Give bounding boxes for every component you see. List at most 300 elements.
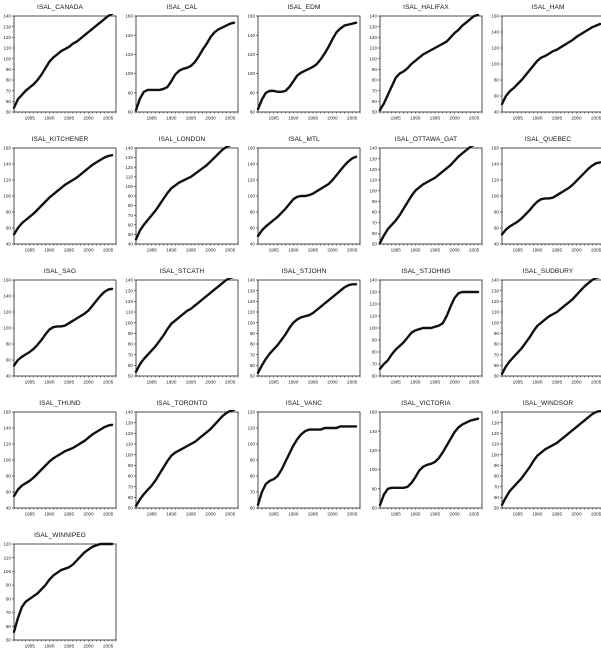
y-tick-label: 120	[369, 301, 377, 307]
x-tick-label: 2000	[449, 115, 460, 121]
chart-title: ISAL_HAM	[531, 4, 565, 11]
x-tick-label: 2005	[469, 511, 480, 517]
plot-frame	[136, 412, 238, 508]
chart-title: ISAL_MTL	[288, 136, 320, 143]
y-tick-label: 120	[125, 52, 133, 57]
y-tick-label: 50	[5, 109, 11, 115]
x-tick-label: 1985	[24, 247, 35, 253]
chart-panel	[488, 396, 601, 524]
y-tick-label: 140	[369, 428, 377, 434]
plot-frame	[258, 280, 360, 376]
chart-title: ISAL_WINDSOR	[522, 400, 574, 407]
y-tick-label: 70	[127, 484, 133, 490]
series-line	[258, 284, 356, 373]
y-tick-label: 120	[491, 430, 499, 436]
y-tick-label: 140	[369, 14, 377, 19]
y-tick-label: 140	[125, 146, 133, 151]
line-chart	[244, 278, 364, 388]
line-chart	[122, 410, 242, 520]
y-tick-label: 120	[3, 542, 11, 547]
x-tick-label: 2005	[225, 511, 236, 517]
x-tick-label: 1990	[166, 247, 177, 253]
x-tick-label: 2005	[103, 511, 114, 517]
x-tick-label: 1995	[551, 379, 563, 385]
series-line	[136, 23, 234, 110]
chart-panel	[122, 264, 242, 392]
chart-panel	[0, 528, 120, 656]
chart-title: ISAL_EDM	[287, 4, 321, 11]
x-tick-label: 2005	[103, 247, 114, 253]
chart-panel	[244, 396, 364, 524]
x-tick-label: 1995	[185, 247, 197, 253]
x-tick-label: 1985	[24, 379, 35, 385]
chart-title: ISAL_CANADA	[37, 4, 83, 11]
plot-frame	[258, 16, 360, 112]
series-line	[380, 146, 478, 243]
y-tick-label: 120	[3, 177, 11, 183]
y-tick-label: 60	[371, 373, 377, 379]
x-tick-label: 1990	[44, 643, 55, 649]
x-tick-label: 2000	[205, 379, 216, 385]
y-tick-label: 70	[493, 352, 499, 358]
x-tick-label: 1990	[44, 379, 55, 385]
line-chart	[0, 410, 120, 520]
x-tick-label: 1990	[532, 511, 543, 517]
y-tick-label: 120	[247, 177, 255, 183]
line-chart	[488, 278, 601, 388]
y-tick-label: 70	[249, 489, 255, 495]
x-tick-label: 2000	[449, 247, 460, 253]
series-line	[14, 544, 112, 632]
chart-title: ISAL_WINNIPEG	[34, 532, 86, 539]
x-tick-label: 2000	[205, 511, 216, 517]
line-chart	[488, 146, 601, 256]
y-tick-label: 90	[371, 66, 377, 72]
x-tick-label: 1985	[268, 247, 279, 253]
y-tick-label: 130	[369, 289, 377, 295]
line-chart	[366, 146, 486, 256]
y-tick-label: 140	[247, 161, 255, 167]
x-tick-label: 1995	[307, 115, 319, 121]
x-tick-label: 1985	[268, 115, 279, 121]
line-chart	[122, 278, 242, 388]
chart-title: ISAL_STJOHNS	[401, 268, 451, 275]
y-tick-label: 90	[127, 330, 133, 336]
y-tick-label: 60	[493, 93, 499, 99]
y-tick-label: 80	[493, 77, 499, 83]
y-tick-label: 80	[249, 341, 255, 347]
y-tick-label: 140	[3, 425, 11, 431]
y-tick-label: 100	[125, 320, 133, 326]
chart-title: ISAL_LONDON	[158, 136, 206, 143]
x-tick-label: 1995	[429, 115, 441, 121]
y-tick-label: 140	[125, 410, 133, 415]
y-tick-label: 120	[247, 298, 255, 304]
y-tick-label: 100	[247, 71, 255, 77]
x-tick-label: 1990	[166, 511, 177, 517]
y-tick-label: 130	[369, 156, 377, 162]
y-tick-label: 90	[493, 462, 499, 468]
series-line	[14, 425, 112, 496]
y-tick-label: 140	[3, 293, 11, 299]
x-tick-label: 1995	[429, 511, 441, 517]
y-tick-label: 100	[3, 457, 11, 463]
x-tick-label: 1990	[44, 115, 55, 121]
series-line	[136, 146, 234, 239]
series-line	[14, 155, 112, 234]
x-tick-label: 2000	[83, 247, 94, 253]
x-tick-label: 1995	[429, 247, 441, 253]
x-tick-label: 1990	[288, 511, 299, 517]
y-tick-label: 100	[3, 56, 11, 62]
y-tick-label: 50	[371, 241, 377, 247]
plot-frame	[380, 148, 482, 244]
x-tick-label: 2000	[83, 379, 94, 385]
x-tick-label: 1990	[44, 247, 55, 253]
y-tick-label: 100	[491, 61, 499, 67]
y-tick-label: 120	[369, 448, 377, 453]
y-tick-label: 160	[247, 146, 255, 151]
y-tick-label: 140	[491, 29, 499, 35]
x-tick-label: 1985	[512, 379, 523, 385]
series-line	[258, 157, 356, 236]
series-line	[502, 162, 600, 234]
y-tick-label: 140	[491, 410, 499, 415]
series-line	[380, 292, 478, 369]
y-tick-label: 50	[493, 505, 499, 511]
y-tick-label: 160	[369, 410, 377, 415]
y-tick-label: 50	[249, 373, 255, 379]
y-tick-label: 130	[125, 420, 133, 426]
plot-frame	[502, 280, 601, 376]
y-tick-label: 100	[125, 452, 133, 458]
x-tick-label: 1990	[410, 247, 421, 253]
y-tick-label: 100	[247, 441, 255, 447]
chart-panel	[488, 132, 601, 260]
line-chart	[0, 146, 120, 256]
chart-panel	[0, 132, 120, 260]
x-tick-label: 1985	[390, 379, 401, 385]
chart-panel	[0, 396, 120, 524]
y-tick-label: 60	[5, 98, 11, 104]
y-tick-label: 110	[491, 441, 499, 447]
x-tick-label: 2000	[571, 115, 582, 121]
y-tick-label: 60	[493, 494, 499, 500]
y-tick-label: 110	[125, 309, 133, 315]
y-tick-label: 140	[125, 32, 133, 38]
y-tick-label: 130	[247, 288, 255, 294]
x-tick-label: 1995	[551, 115, 563, 121]
x-tick-label: 1985	[512, 511, 523, 517]
x-tick-label: 2005	[469, 379, 480, 385]
x-tick-label: 2005	[591, 511, 601, 517]
y-tick-label: 40	[249, 241, 255, 247]
chart-title: ISAL_CAL	[166, 4, 198, 11]
series-line	[136, 278, 234, 372]
chart-panel	[488, 264, 601, 392]
y-tick-label: 70	[493, 484, 499, 490]
y-tick-label: 60	[249, 109, 255, 115]
y-tick-label: 120	[3, 34, 11, 40]
y-tick-label: 90	[371, 337, 377, 343]
y-tick-label: 120	[125, 164, 133, 170]
y-tick-label: 160	[125, 14, 133, 19]
y-tick-label: 110	[369, 45, 377, 51]
x-tick-label: 1995	[307, 511, 319, 517]
y-tick-label: 100	[125, 71, 133, 77]
line-chart	[366, 410, 486, 520]
y-tick-label: 120	[369, 34, 377, 40]
x-tick-label: 2000	[205, 247, 216, 253]
y-tick-label: 100	[3, 193, 11, 199]
x-tick-label: 1990	[44, 511, 55, 517]
x-tick-label: 1990	[410, 115, 421, 121]
chart-panel	[122, 396, 242, 524]
x-tick-label: 1985	[146, 115, 157, 121]
x-tick-label: 1990	[288, 247, 299, 253]
x-tick-label: 2005	[225, 115, 236, 121]
y-tick-label: 110	[125, 174, 133, 180]
x-tick-label: 1995	[185, 115, 197, 121]
chart-panel	[0, 264, 120, 392]
line-chart	[0, 542, 120, 652]
y-tick-label: 40	[5, 373, 11, 379]
x-tick-label: 2005	[103, 379, 114, 385]
x-tick-label: 2000	[449, 511, 460, 517]
x-tick-label: 2000	[327, 115, 338, 121]
series-line	[380, 419, 478, 505]
chart-panel	[366, 396, 486, 524]
line-chart	[244, 146, 364, 256]
series-line	[258, 426, 356, 504]
y-tick-label: 90	[5, 582, 11, 588]
y-tick-label: 90	[249, 457, 255, 463]
y-tick-label: 80	[5, 77, 11, 83]
y-tick-label: 140	[491, 278, 499, 283]
y-tick-label: 110	[369, 177, 377, 183]
chart-title: ISAL_QUEBEC	[524, 136, 572, 143]
x-tick-label: 1985	[24, 115, 35, 121]
chart-title: ISAL_SUDBURY	[522, 268, 574, 275]
y-tick-label: 120	[491, 298, 499, 304]
y-tick-label: 80	[5, 341, 11, 347]
y-tick-label: 130	[491, 288, 499, 294]
plot-frame	[136, 148, 238, 244]
y-tick-label: 100	[369, 188, 377, 194]
y-tick-label: 80	[371, 349, 377, 355]
chart-panel	[366, 264, 486, 392]
y-tick-label: 160	[3, 278, 11, 283]
y-tick-label: 40	[493, 109, 499, 115]
x-tick-label: 2005	[347, 511, 358, 517]
plot-frame	[502, 148, 601, 244]
y-tick-label: 60	[5, 357, 11, 363]
x-tick-label: 1990	[532, 247, 543, 253]
y-tick-label: 80	[5, 209, 11, 215]
y-tick-label: 120	[369, 166, 377, 172]
x-tick-label: 1990	[288, 115, 299, 121]
line-chart	[0, 278, 120, 388]
chart-title: ISAL_STJOHN	[281, 268, 327, 275]
y-tick-label: 160	[491, 146, 499, 151]
y-tick-label: 90	[127, 193, 133, 199]
y-tick-label: 80	[127, 341, 133, 347]
x-tick-label: 2005	[469, 247, 480, 253]
y-tick-label: 130	[491, 420, 499, 426]
y-tick-label: 120	[3, 309, 11, 315]
y-tick-label: 50	[127, 505, 133, 511]
x-tick-label: 1990	[410, 379, 421, 385]
x-tick-label: 1995	[63, 247, 75, 253]
x-tick-label: 1990	[532, 379, 543, 385]
x-tick-label: 2000	[327, 379, 338, 385]
y-tick-label: 70	[127, 352, 133, 358]
x-tick-label: 2000	[327, 247, 338, 253]
y-tick-label: 120	[247, 410, 255, 415]
plot-frame	[380, 412, 482, 508]
y-tick-label: 80	[249, 473, 255, 479]
chart-panel	[244, 132, 364, 260]
x-tick-label: 1990	[166, 379, 177, 385]
chart-panel	[122, 132, 242, 260]
y-tick-label: 50	[127, 373, 133, 379]
y-tick-label: 120	[491, 45, 499, 51]
line-chart	[488, 410, 601, 520]
x-tick-label: 1990	[410, 511, 421, 517]
chart-panel	[244, 264, 364, 392]
y-tick-label: 80	[371, 77, 377, 83]
x-tick-label: 2000	[205, 115, 216, 121]
y-tick-label: 70	[371, 361, 377, 367]
line-chart	[244, 410, 364, 520]
y-tick-label: 80	[493, 473, 499, 479]
y-tick-label: 140	[491, 161, 499, 167]
y-tick-label: 60	[127, 494, 133, 500]
plot-frame	[136, 280, 238, 376]
y-tick-label: 100	[3, 569, 11, 575]
chart-title: ISAL_VANC	[285, 400, 323, 407]
line-chart	[0, 14, 120, 124]
y-tick-label: 70	[127, 212, 133, 218]
y-tick-label: 60	[249, 362, 255, 368]
y-tick-label: 40	[5, 505, 11, 511]
y-tick-label: 60	[127, 362, 133, 368]
x-tick-label: 1985	[390, 247, 401, 253]
chart-title: ISAL_OTTAWA_GAT	[394, 136, 458, 143]
y-tick-label: 70	[371, 220, 377, 226]
x-tick-label: 1985	[146, 247, 157, 253]
y-tick-label: 120	[125, 430, 133, 436]
x-tick-label: 1985	[512, 247, 523, 253]
x-tick-label: 1995	[185, 379, 197, 385]
x-tick-label: 1985	[268, 511, 279, 517]
y-tick-label: 160	[3, 410, 11, 415]
y-tick-label: 80	[5, 596, 11, 602]
x-tick-label: 1985	[24, 643, 35, 649]
line-chart	[488, 14, 601, 124]
x-tick-label: 2000	[83, 643, 94, 649]
y-tick-label: 60	[5, 623, 11, 629]
x-tick-label: 1995	[307, 247, 319, 253]
chart-panel	[366, 0, 486, 128]
y-tick-label: 40	[493, 241, 499, 247]
y-tick-label: 120	[247, 52, 255, 57]
y-tick-label: 60	[127, 109, 133, 115]
y-tick-label: 50	[5, 637, 11, 643]
x-tick-label: 1995	[63, 511, 75, 517]
y-tick-label: 130	[369, 24, 377, 30]
chart-title: ISAL_TORONTO	[156, 400, 208, 407]
x-tick-label: 2005	[225, 379, 236, 385]
y-tick-label: 110	[369, 313, 377, 319]
x-tick-label: 2000	[83, 115, 94, 121]
y-tick-label: 90	[493, 330, 499, 336]
line-chart	[122, 14, 242, 124]
x-tick-label: 2005	[225, 247, 236, 253]
y-tick-label: 60	[249, 225, 255, 231]
y-tick-label: 60	[249, 505, 255, 511]
x-tick-label: 1995	[551, 511, 563, 517]
series-line	[14, 14, 112, 108]
series-line	[14, 289, 112, 366]
y-tick-label: 80	[493, 341, 499, 347]
x-tick-label: 2005	[347, 115, 358, 121]
x-tick-label: 1985	[268, 379, 279, 385]
x-tick-label: 1995	[307, 379, 319, 385]
y-tick-label: 120	[3, 441, 11, 447]
y-tick-label: 160	[247, 14, 255, 19]
x-tick-label: 2005	[347, 379, 358, 385]
x-tick-label: 1985	[146, 379, 157, 385]
x-tick-label: 2005	[347, 247, 358, 253]
x-tick-label: 1985	[24, 511, 35, 517]
x-tick-label: 1985	[390, 511, 401, 517]
x-tick-label: 2000	[571, 247, 582, 253]
x-tick-label: 2000	[449, 379, 460, 385]
y-tick-label: 80	[249, 209, 255, 215]
series-line	[502, 411, 600, 505]
y-tick-label: 80	[249, 90, 255, 96]
y-tick-label: 100	[491, 452, 499, 458]
y-tick-label: 110	[125, 441, 133, 447]
y-tick-label: 90	[127, 462, 133, 468]
y-tick-label: 100	[491, 193, 499, 199]
x-tick-label: 1990	[532, 115, 543, 121]
series-line	[258, 23, 356, 109]
x-tick-label: 2000	[571, 379, 582, 385]
y-tick-label: 60	[493, 225, 499, 231]
x-tick-label: 1985	[146, 511, 157, 517]
y-tick-label: 60	[371, 98, 377, 104]
y-tick-label: 110	[247, 309, 255, 315]
y-tick-label: 110	[491, 309, 499, 315]
y-tick-label: 100	[3, 325, 11, 331]
y-tick-label: 130	[3, 24, 11, 30]
y-tick-label: 80	[127, 473, 133, 479]
series-line	[380, 15, 478, 110]
x-tick-label: 2000	[571, 511, 582, 517]
y-tick-label: 110	[3, 45, 11, 51]
y-tick-label: 140	[3, 161, 11, 167]
y-tick-label: 70	[249, 352, 255, 358]
chart-title: ISAL_HALIFAX	[403, 4, 449, 11]
y-tick-label: 120	[125, 298, 133, 304]
x-tick-label: 2000	[83, 511, 94, 517]
plot-frame	[14, 544, 116, 640]
y-tick-label: 60	[493, 362, 499, 368]
y-tick-label: 110	[3, 555, 11, 561]
plot-frame	[14, 412, 116, 508]
